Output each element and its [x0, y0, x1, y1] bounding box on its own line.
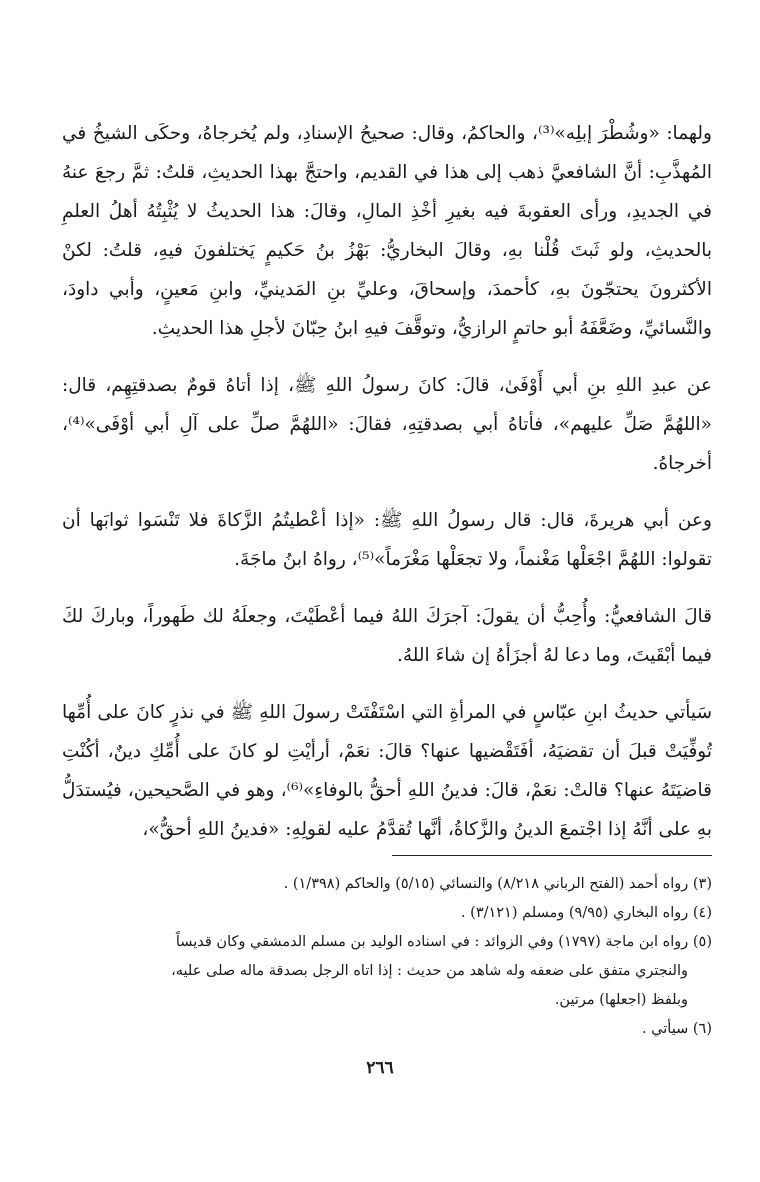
page-body	[62, 114, 712, 867]
footnote-5: (٥) رواه ابن ماجة (١٧٩٧) وفي الزوائد : في اسناده الوليد بن مسلم الدمشقي وكان قديساً	[175, 934, 712, 950]
paragraph-4: قالَ الشافعيُّ: وأُحِبُّ أن يقولَ: آجرَكَ اللهُ فيما أعْطَيْتَ، وجعلَهُ لك طَهوراً، وباركَ لكَ فيما أبْقَيتَ، وما دعا لهُ أجزَأهُ إن شاءَ اللهُ.	[62, 606, 712, 666]
footnote-6: (٦) سيأتي .	[641, 1021, 712, 1037]
footnote-5-continuation: والنجتري متفق على ضعفه وله شاهد من حديث : إذا اتاه الرجل بصدقة ماله صلى عليه،	[171, 963, 688, 979]
paragraph-5: سَيأتي حديثُ ابنِ عبّاسٍ في المرأةِ التي اسْتَفْتَتْ رسولَ اللهِ ﷺ في نذرٍ كانَ على أُمِّها تُوفِّيَتْ قبلَ أن تقضيَهُ، أفَتَقْضيها عنها؟ قالَ: نعَمْ، أرأيْتِ لو كانَ على أُمِّكِ دينٌ، أكُنْتِ قاضيَتَهُ عنها؟ قالتْ: نعَمْ، قالَ: فدينُ اللهِ أحقُّ بالوفاءِ»⁽⁶⁾، وهو في الصَّحيحين، فيُستدَلُّ بهِ على أنَّهُ إذا اجْتمعَ الدينُ والزَّكاةُ، أنَّها تُقدَّمُ عليه لقولِهِ: «فدينُ اللهِ أحقُّ»،	[62, 702, 712, 840]
footnote-3: (٣) رواه أحمد (الفتح الرباني ٨/٢١٨) والنسائي (٥/١٥) والحاكم (١/٣٩٨) .	[283, 876, 712, 892]
footnote-5-continuation-2: وبلفظ (اجعلها) مرتين.	[554, 992, 688, 1008]
paragraph-3: وعن أبي هريرةَ، قال: قال رسولُ اللهِ ﷺ: «إذا أعْطيتُمُ الزَّكاةَ فلا تَنْسَوا ثوابَها أن تقولوا: اللهُمَّ اجْعَلْها مَغْنماً، ولا تجعَلْها مَغْرَماً»⁽⁵⁾، رواهُ ابنُ ماجَةَ.	[62, 510, 712, 570]
paragraph-2: عن عبدِ اللهِ بنِ أبي أَوْفَىٰ، قالَ: كانَ رسولُ اللهِ ﷺ، إذا أتاهُ قومٌ بصدقتِهِم، قال: «اللهُمَّ صَلِّ عليهم»، فأتاهُ أبي بصدقتِهِ، فقالَ: «اللهُمَّ صلِّ على آلِ أبي أوْفَى»⁽⁴⁾، أخرجاهُ.	[62, 375, 712, 474]
footnotes	[62, 870, 712, 1044]
footnote-divider	[392, 855, 712, 856]
paragraph-1: ولهما: «وشُطْرَ إبلِه»⁽³⁾، والحاكمُ، وقال: صحيحُ الإسنادِ، ولم يُخرجاهُ، وحكَى الشيخُ في المُهذَّبِ: أنَّ الشافعيَّ ذهب إلى هذا في القديم، واحتجَّ بهذا الحديثِ، قلتُ: ثمَّ رجعَ عنهُ في الجديدِ، ورأى العقوبةَ فيه بغيرِ أخْذِ المالِ، وقالَ: هذا الحديثُ لا يُثْبِتُهُ أهلُ العلمِ بالحديثِ، ولو ثَبتَ قُلْنا بهِ، وقالَ البخاريُّ: بَهْزُ بنُ حَكيمٍ يَختلفونَ فيهِ، قلتُ: لكنْ الأكثرونَ يحتجّونَ بهِ، كأحمدَ، وإسحاقَ، وعليِّ بنِ المَدينيِّ، وابنِ مَعينٍ، وأبي داودَ، والنَّسائيِّ، وضَعَّفَهُ أبو حاتمٍ الرازيُّ، وتوقَّفَ فيهِ ابنُ حِبّانَ لأجلِ هذا الحديثِ.	[62, 123, 712, 339]
footnote-4: (٤) رواه البخاري (٩/٩٥) ومسلم (٣/١٢١) .	[460, 905, 712, 921]
page-number: ٢٦٦	[366, 1058, 394, 1078]
